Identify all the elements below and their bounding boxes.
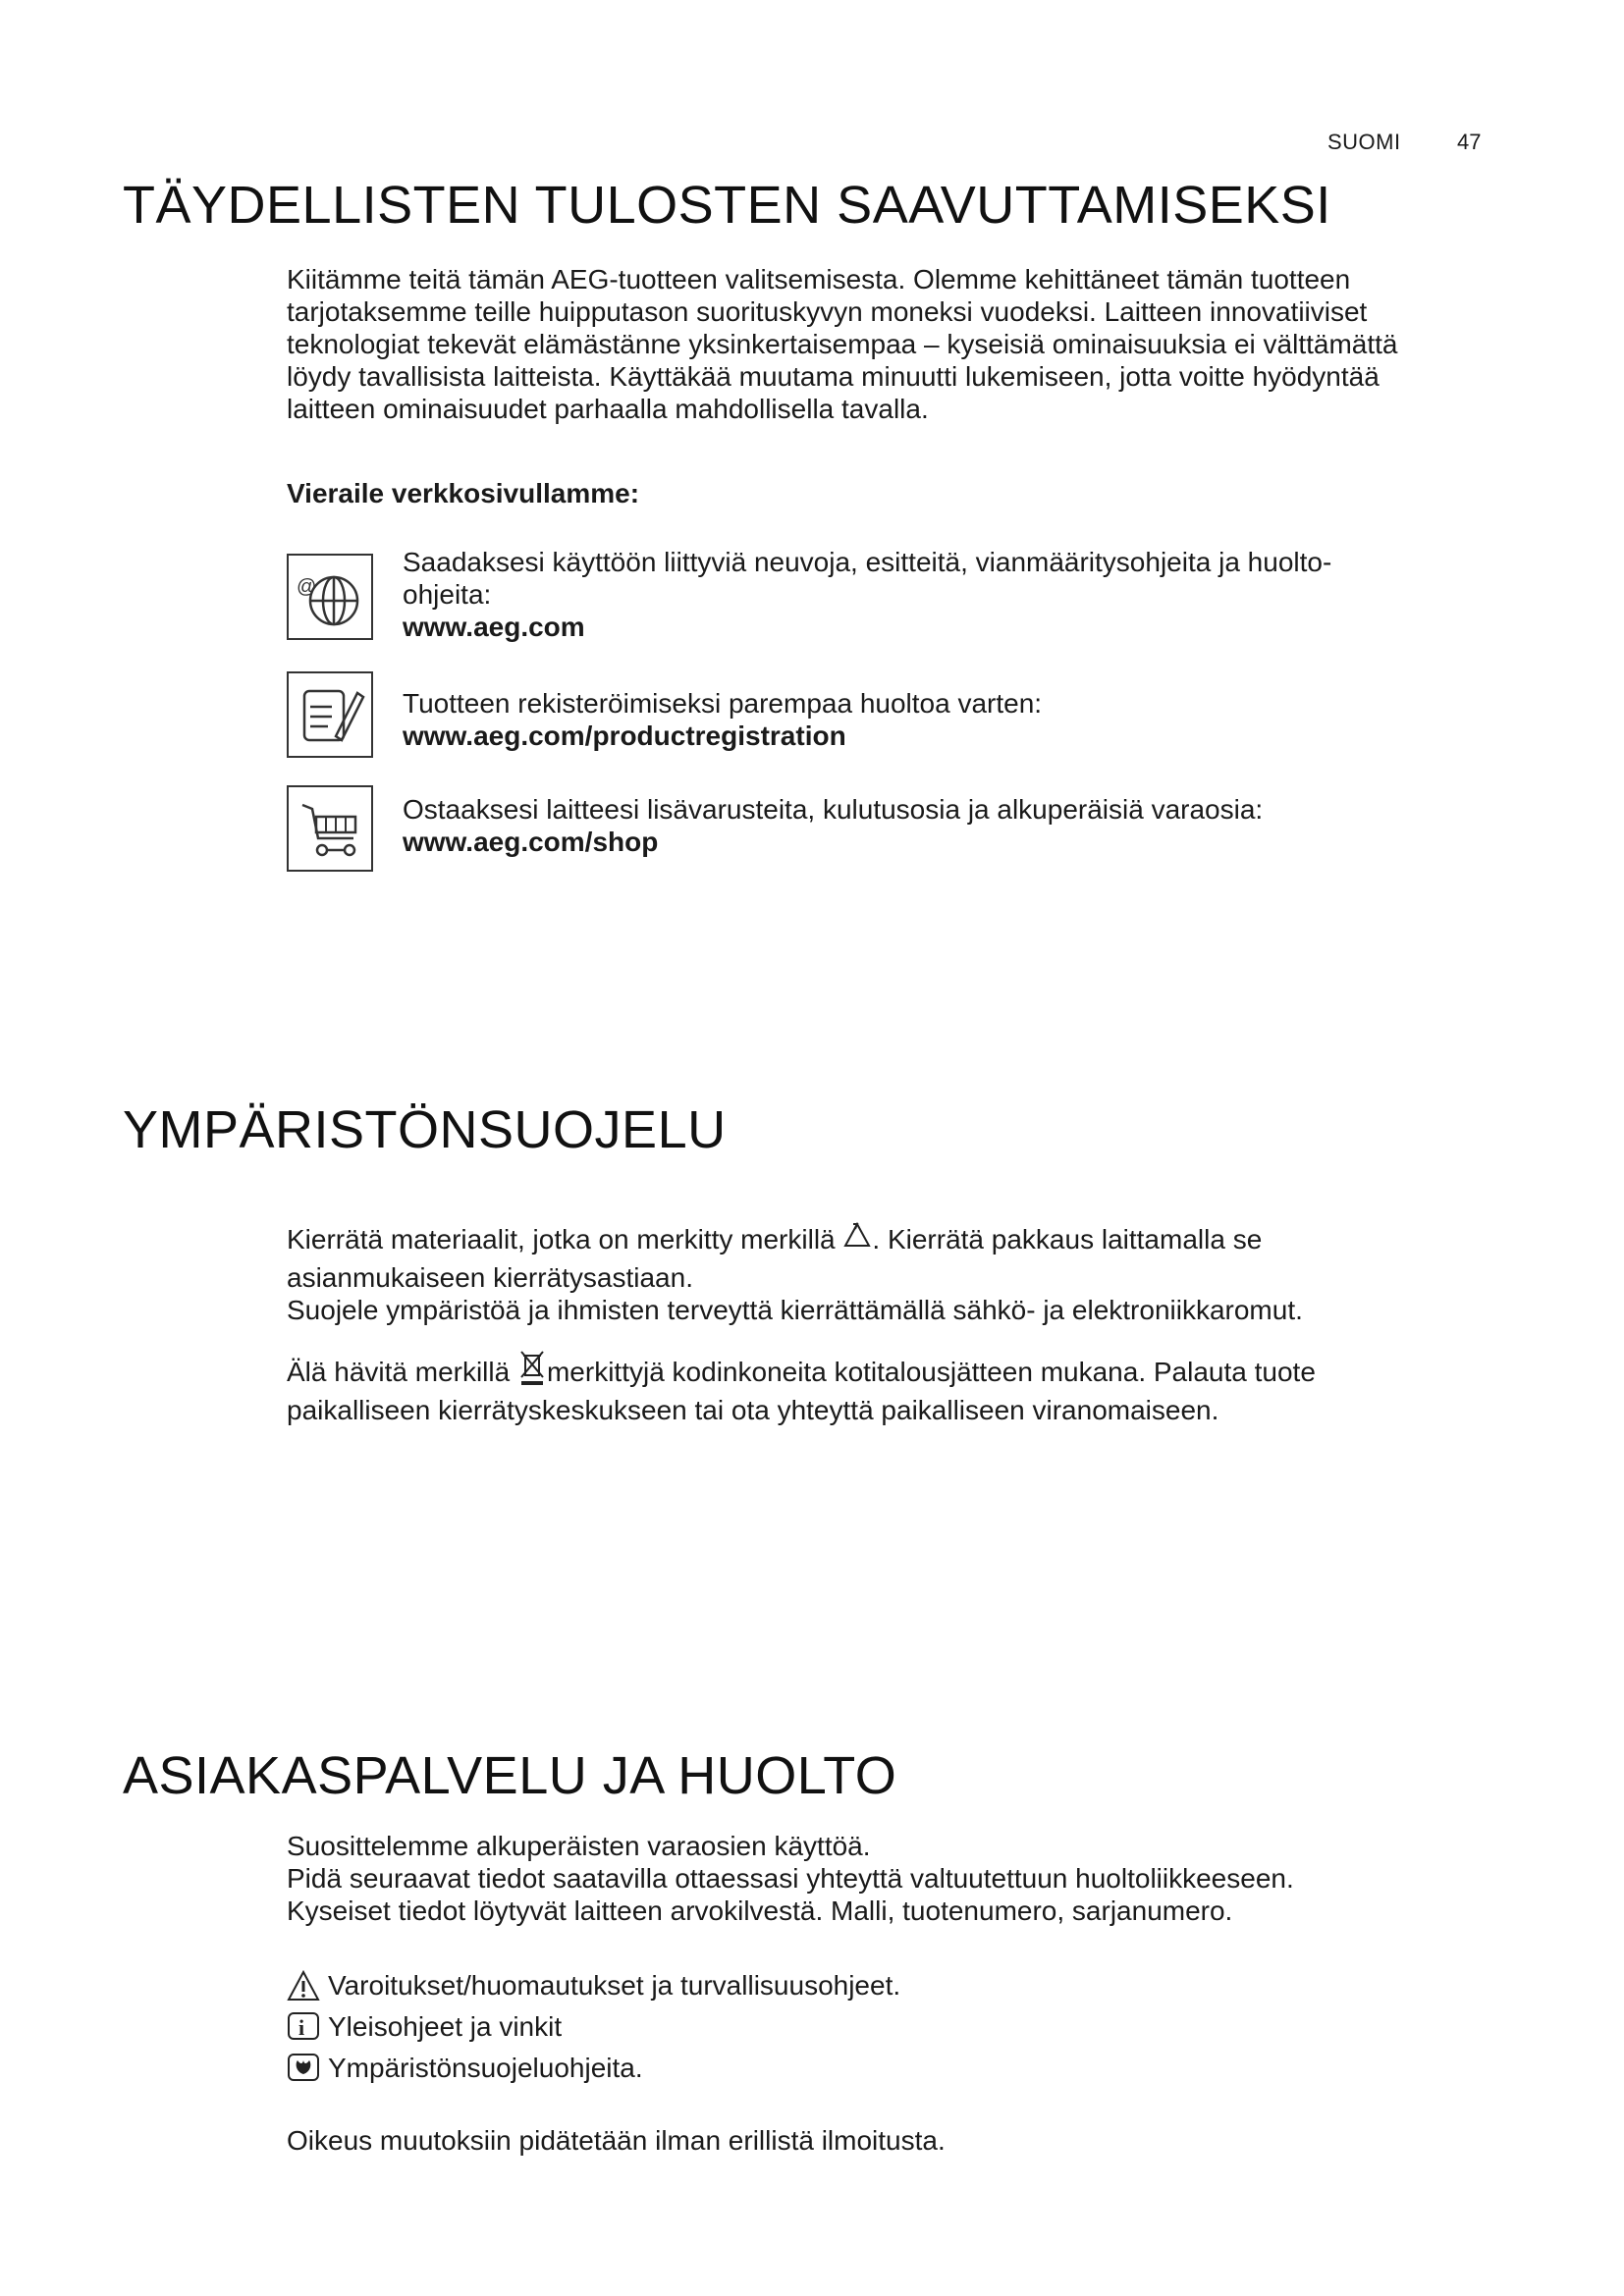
- registration-icon: [287, 671, 373, 758]
- footer-note: Oikeus muutoksiin pidätetään ilman erillistä ilmoitusta.: [287, 2125, 946, 2156]
- intro-line: laitteen ominaisuudet parhaalla mahdollisella tavalla.: [287, 394, 929, 424]
- intro-line: teknologiat tekevät elämästänne yksinkertaisempaa – kyseisiä ominaisuuksia ei välttämättä: [287, 329, 1398, 359]
- link-support-url[interactable]: www.aeg.com: [403, 612, 585, 642]
- link-registration: [403, 687, 1483, 752]
- section-title-service: ASIAKASPALVELU JA HUOLTO: [123, 1746, 897, 1805]
- environment-text: merkittyjä kodinkoneita kotitalousjätteen mukana. Palauta tuote: [546, 1357, 1316, 1387]
- shopping-cart-icon: [287, 785, 373, 872]
- intro-line: löydy tavallisista laitteista. Käyttäkää muutama minuutti lukemiseen, jotta voitte hyödyntää: [287, 361, 1380, 392]
- page-number: 47: [1457, 130, 1482, 154]
- service-line: Suosittelemme alkuperäisten varaosien käyttöä.: [287, 1831, 871, 1861]
- link-support: [403, 546, 1483, 643]
- crossed-bin-icon: [517, 1348, 547, 1394]
- intro-paragraph: [287, 263, 1504, 425]
- environment-line: [287, 1348, 1504, 1394]
- note-environment: [287, 2052, 643, 2084]
- warning-icon: [287, 1970, 320, 2002]
- environment-line: asianmukaiseen kierrätysastiaan.: [287, 1262, 693, 1293]
- link-support-text: Saadaksesi käyttöön liittyviä neuvoja, esitteitä, vianmääritysohjeita ja huolto-: [403, 547, 1332, 577]
- globe-icon: [287, 554, 373, 640]
- note-info-text: Yleisohjeet ja vinkit: [328, 2011, 563, 2042]
- environment-line: paikalliseen kierrätyskeskukseen tai ota yhteyttä paikalliseen viranomaiseen.: [287, 1395, 1219, 1425]
- service-paragraph: [287, 1830, 1504, 1927]
- service-line: Pidä seuraavat tiedot saatavilla ottaessasi yhteyttä valtuutettuun huoltoliikkeeseen.: [287, 1863, 1294, 1894]
- header-language: SUOMI: [1327, 130, 1401, 154]
- visit-label: Vieraile verkkosivullamme:: [287, 478, 640, 508]
- note-warning-text: Varoitukset/huomautukset ja turvallisuusohjeet.: [328, 1970, 901, 2001]
- link-support-text: ohjeita:: [403, 579, 492, 610]
- note-environment-text: Ympäristönsuojeluohjeita.: [328, 2053, 643, 2083]
- environment-text: Älä hävitä merkillä: [287, 1357, 511, 1387]
- section-title-environment: YMPÄRISTÖNSUOJELU: [123, 1100, 727, 1159]
- environment-paragraph: [287, 1221, 1504, 1426]
- section-title-results: TÄYDELLISTEN TULOSTEN SAAVUTTAMISEKSI: [123, 176, 1331, 235]
- link-shop: [403, 793, 1483, 858]
- svg-text:@: @: [297, 576, 317, 598]
- note-warning: [287, 1969, 900, 2002]
- environment-line: [287, 1221, 1504, 1261]
- environment-text: Kierrätä materiaalit, jotka on merkitty merkillä: [287, 1224, 836, 1255]
- svg-text:i: i: [298, 2014, 305, 2040]
- environment-text: . Kierrätä pakkaus laittamalla se: [872, 1224, 1263, 1255]
- link-registration-text: Tuotteen rekisteröimiseksi parempaa huoltoa varten:: [403, 688, 1043, 719]
- link-shop-text: Ostaaksesi laitteesi lisävarusteita, kulutusosia ja alkuperäisiä varaosia:: [403, 794, 1264, 825]
- environment-icon: [287, 2053, 320, 2084]
- link-shop-url[interactable]: www.aeg.com/shop: [403, 827, 659, 857]
- recycle-icon: [842, 1221, 872, 1261]
- intro-line: Kiitämme teitä tämän AEG-tuotteen valitsemisesta. Olemme kehittäneet tämän tuotteen: [287, 264, 1351, 294]
- link-registration-url[interactable]: www.aeg.com/productregistration: [403, 721, 846, 751]
- intro-line: tarjotaksemme teille huipputason suorituskyvyn moneksi vuodeksi. Laitteen innovatiiviset: [287, 296, 1368, 327]
- environment-line: Suojele ympäristöä ja ihmisten terveyttä kierrättämällä sähkö- ja elektroniikkaromut.: [287, 1295, 1303, 1325]
- service-line: Kyseiset tiedot löytyvät laitteen arvokilvestä. Malli, tuotenumero, sarjanumero.: [287, 1896, 1233, 1926]
- note-info: [287, 2010, 562, 2043]
- info-icon: [287, 2011, 320, 2043]
